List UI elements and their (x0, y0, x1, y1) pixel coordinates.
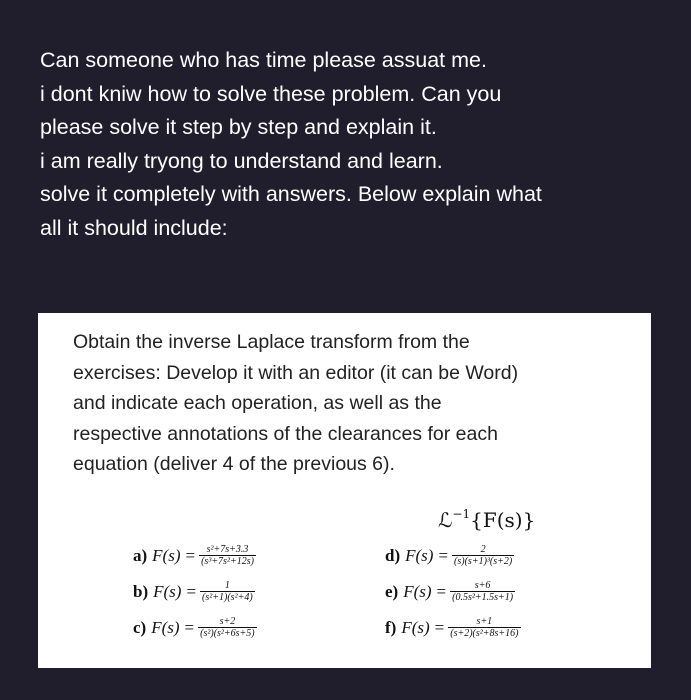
equals-sign: = (185, 545, 196, 565)
equation-b (133, 580, 255, 603)
denominator: (0.5s²+1.5s+1) (452, 592, 514, 603)
equals-sign: = (186, 581, 197, 601)
denominator: (s²+1)(s²+4) (202, 592, 253, 603)
instruction-text (73, 327, 633, 480)
equals-sign: = (438, 545, 449, 565)
equation-label: f) (385, 617, 397, 637)
question-line: i am really tryong to understand and learn. (40, 148, 443, 173)
equation-label: e) (385, 581, 399, 601)
numerator: s²+7s+3.3 (206, 544, 249, 555)
denominator: (s)(s+1)³(s+2) (454, 556, 513, 567)
equation-lhs: F(s) (152, 545, 181, 565)
fraction (452, 544, 514, 567)
instruction-line: Obtain the inverse Laplace transform from the (73, 331, 470, 353)
inverse-laplace-heading (438, 507, 535, 532)
equation-label: c) (133, 617, 147, 637)
question-text (40, 44, 670, 245)
equation-d (385, 544, 514, 567)
equation-label: d) (385, 545, 401, 565)
numerator: 1 (224, 580, 230, 591)
instruction-line: exercises: Develop it with an editor (it can be Word) (73, 361, 519, 384)
equals-sign: = (184, 617, 195, 637)
fraction (448, 616, 520, 639)
numerator: 2 (480, 544, 486, 555)
instruction-line: and indicate each operation, as well as the (73, 392, 442, 414)
instruction-line: respective annotations of the clearances for each (73, 422, 498, 445)
denominator: (s²)(s²+6s+5) (200, 628, 255, 639)
equation-label: b) (133, 581, 149, 601)
equation-a (133, 544, 256, 567)
attached-problem-image (38, 313, 651, 668)
fraction (450, 580, 515, 603)
numerator: s+2 (219, 616, 236, 627)
fraction (200, 580, 255, 603)
question-line: all it should include: (40, 215, 228, 240)
equation-label: a) (133, 545, 148, 565)
numerator: s+1 (476, 616, 493, 627)
laplace-symbol: ℒ (438, 508, 453, 532)
laplace-argument: {F(s)} (470, 508, 536, 532)
denominator: (s+2)(s²+8s+16) (450, 628, 519, 639)
equation-lhs: F(s) (405, 545, 434, 565)
question-line: please solve it step by step and explain it. (40, 115, 437, 139)
equation-lhs: F(s) (153, 581, 182, 601)
equation-f (385, 616, 521, 639)
question-line: i dont kniw how to solve these problem. Can you (40, 81, 502, 106)
fraction (199, 544, 256, 567)
equation-c (133, 616, 257, 639)
denominator: (s³+7s²+12s) (201, 556, 254, 567)
equation-lhs: F(s) (151, 617, 180, 637)
equals-sign: = (436, 581, 447, 601)
numerator: s+6 (474, 580, 491, 591)
instruction-line: equation (deliver 4 of the previous 6). (73, 453, 395, 475)
question-line: solve it completely with answers. Below explain what (40, 182, 542, 206)
laplace-superscript: −1 (452, 507, 471, 521)
equation-lhs: F(s) (401, 617, 430, 637)
fraction (198, 616, 257, 639)
question-line: Can someone who has time please assuat me. (40, 48, 487, 72)
equation-e (385, 580, 515, 603)
equals-sign: = (434, 617, 445, 637)
equation-lhs: F(s) (403, 581, 432, 601)
